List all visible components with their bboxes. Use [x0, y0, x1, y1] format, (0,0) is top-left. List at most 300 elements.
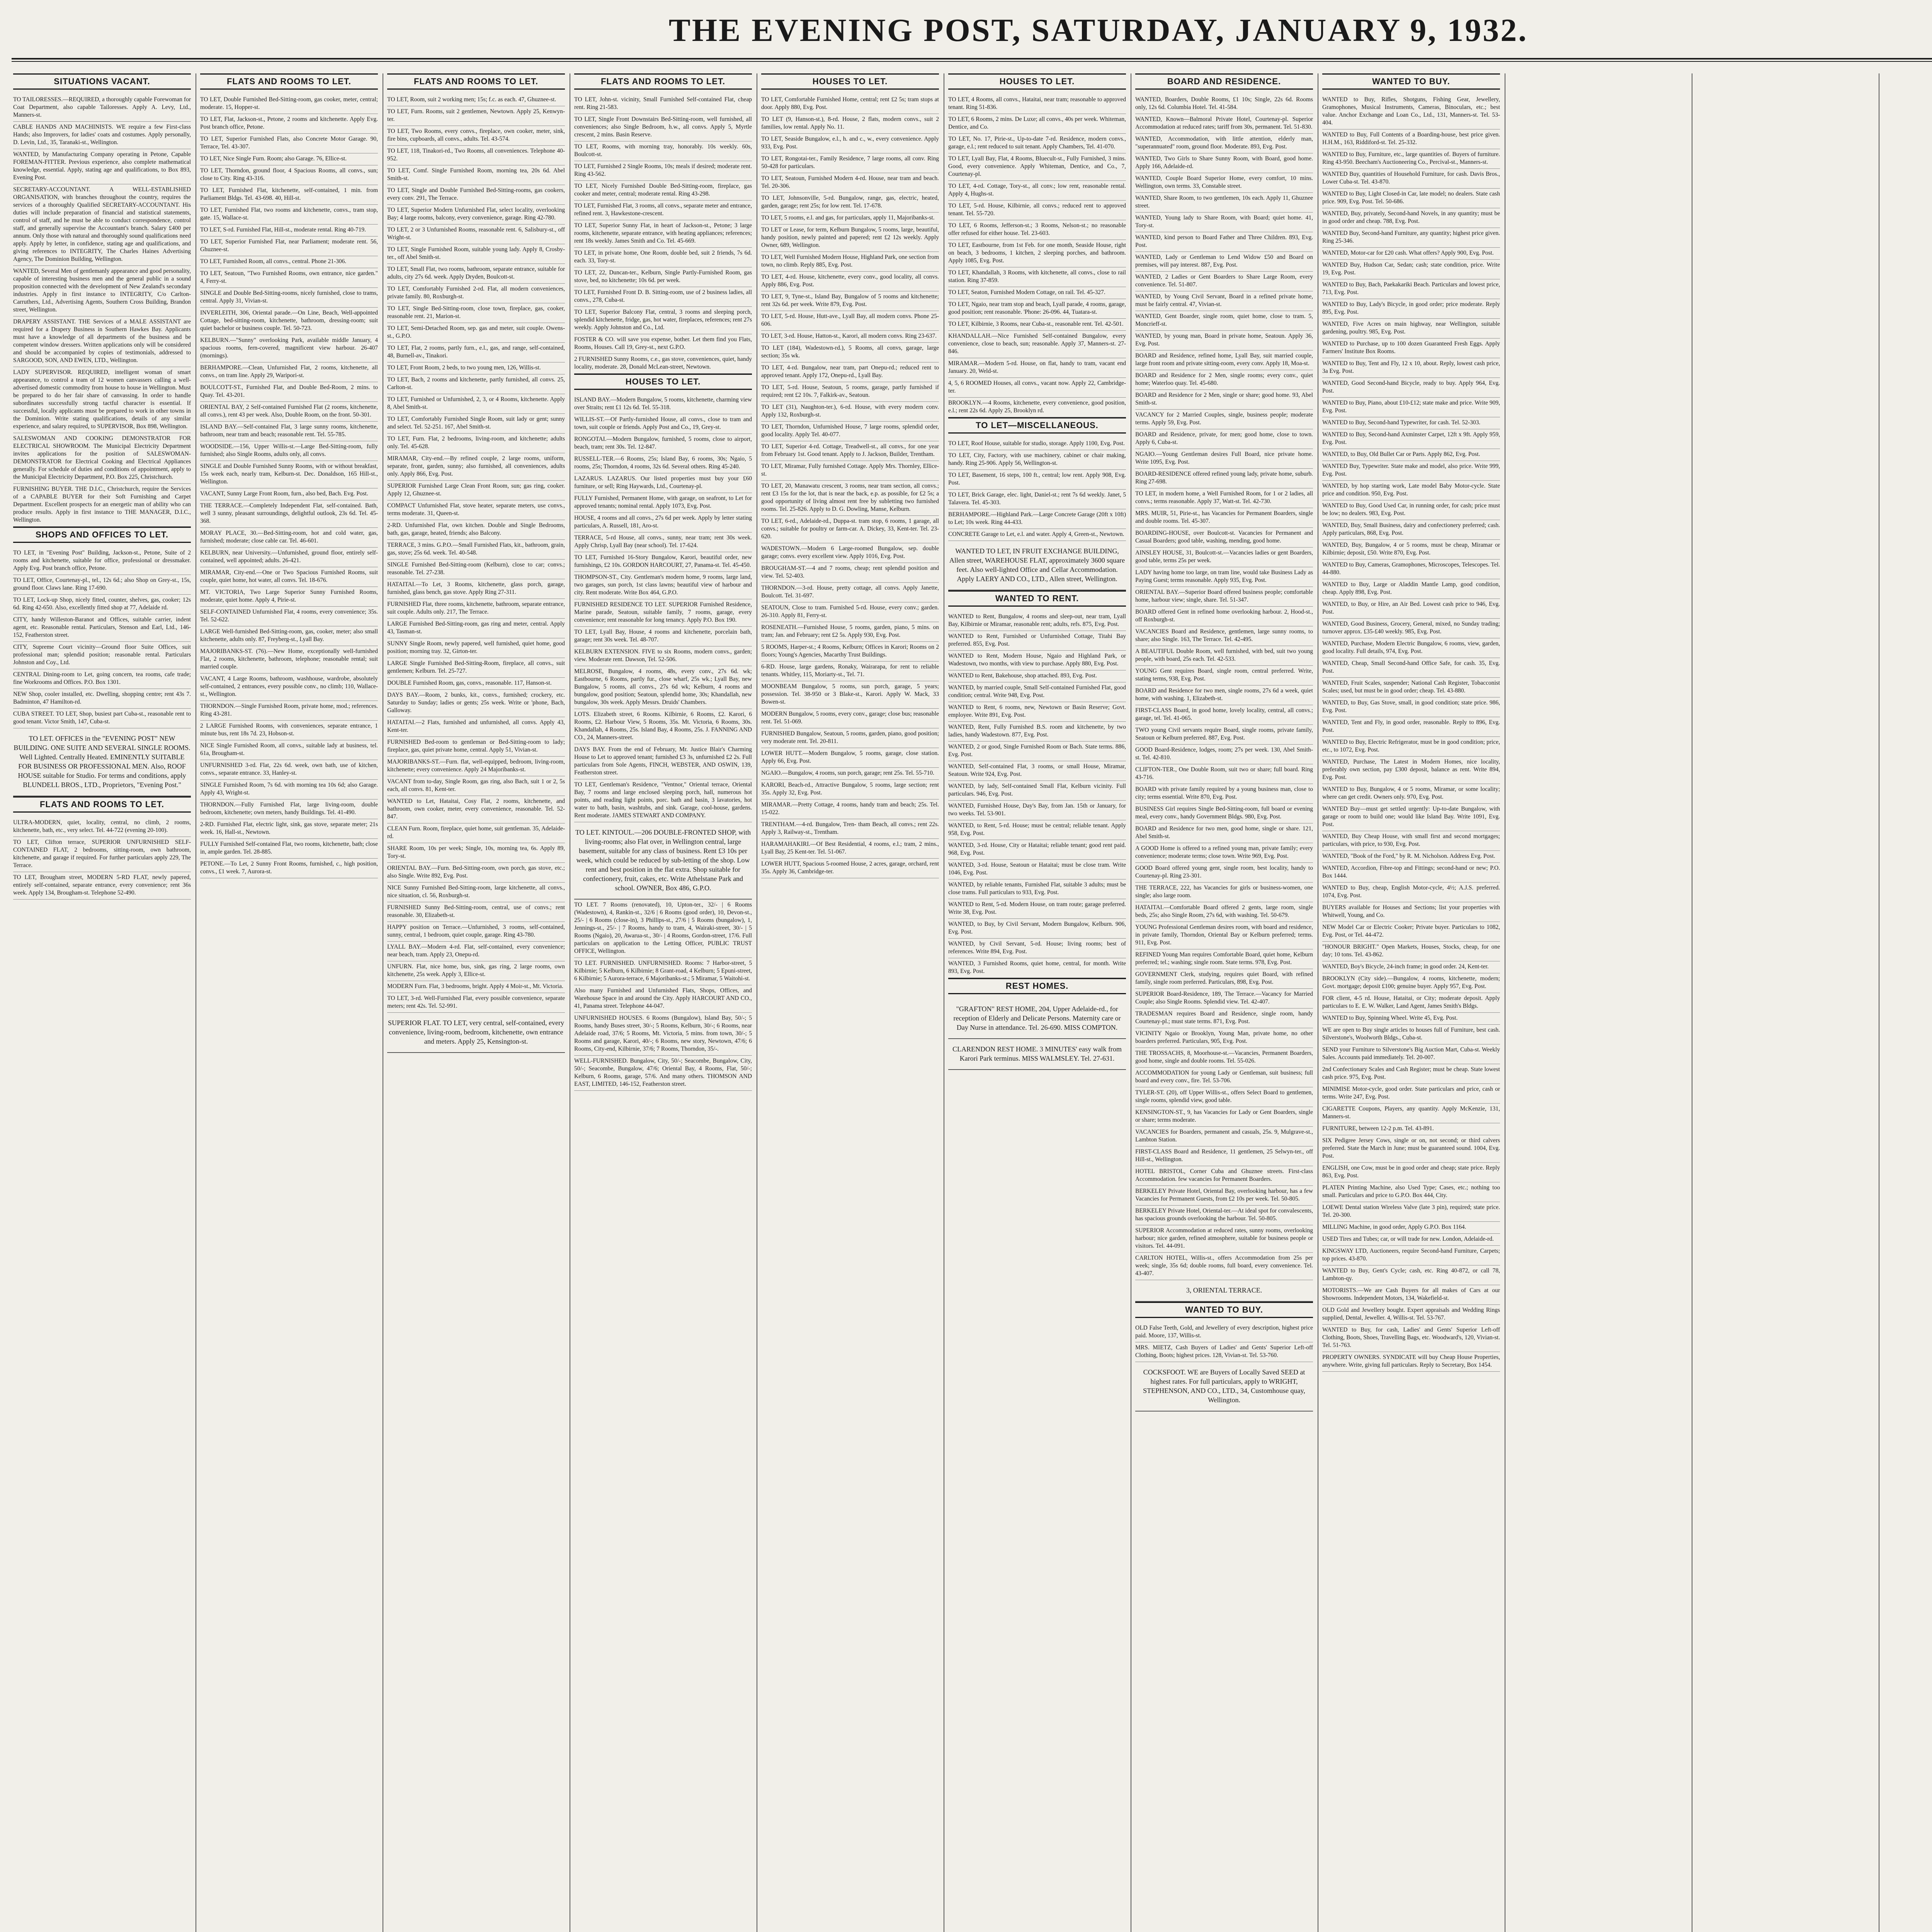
classified-ad: 2nd Confectionary Scales and Cash Register; must be cheap. State lowest cash price. 975, Evg. Post. [1322, 1064, 1500, 1084]
classified-ad: TO LET, 4-rd. Cottage, Tory-st., all conv.; low rent, reasonable rental. Apply 4, Hughs-st. [948, 181, 1126, 201]
classified-ad: DRAPERY ASSISTANT. THE Services of a MALE ASSISTANT are required for a Drapery Business in Southern Hawkes Bay. Applicants must have a knowledge of all departments of the business and be competent window dressers. Written applications only will be considered and should be accompanied by copies of testimonials, addressed to SARGOOD, SON, AND EWEN, LTD., Wellington. [13, 316, 191, 367]
section-heading: FLATS AND ROOMS TO LET. [13, 796, 191, 813]
classified-ad: WILLIS-ST.—Of Partly-furnished House, all convs., close to tram and town, suit couple or friends. Apply Post and Co., 19, Grey-st. [574, 414, 752, 434]
classified-ad: TO LET, Furnished Flat, kitchenette, self-contained, 1 min. from Parliament Bldgs. Tel. 43-698. 40, Hill-st. [200, 185, 378, 205]
classified-ad: FULLY Furnished Self-contained Flat, two rooms, kitchenette, bath; close in, ample garden. Tel. 28-885. [200, 839, 378, 859]
classified-ad: BOARD and Residence for two men, good home, single or share. 121, Abel Smith-st. [1135, 823, 1313, 843]
classified-ad: TO LET, Seaton, Furnished Modern Cottage, on rail. Tel. 45-327. [948, 287, 1126, 299]
classified-ad: TO LET, 3-rd. House, Hatton-st., Karori, all modern convs. Ring 23-637. [761, 331, 939, 343]
classified-ad: TO LET, John-st. vicinity, Small Furnished Self-contained Flat, cheap rent. Ring 21-583. [574, 94, 752, 114]
classified-ad: MODERN Furn. Flat, 3 bedrooms, bright. Apply 4 Moir-st., Mt. Victoria. [387, 981, 565, 993]
classified-ad: HARAMAHAKIRI.—Of Best Residential, 4 rooms, e.l.; tram, 2 mins., Lyall Bay, 25 Kent-ter. Tel. 51-067. [761, 839, 939, 859]
classified-ad: TO LET, Bach, 2 rooms and kitchenette, partly furnished, all convs. 25, Carlton-st. [387, 374, 565, 394]
classified-ad: WANTED, Furnished House, Day's Bay, from Jan. 15th or January, for two weeks. Tel. 53-901. [948, 801, 1126, 820]
classified-ad: TO LET, Miramar, Fully furnished Cottage. Apply Mrs. Thornley, Ellice-st. [761, 461, 939, 481]
classified-ad: TO LET, Lock-up Shop, nicely fitted, counter, shelves, gas, cooker; 12s 6d. Ring 42-650. Also, excellently fitted shop at 77, Adelaide rd. [13, 595, 191, 614]
classified-ad: WANTED, Tent and Fly, in good order, reasonable. Reply to 896, Evg. Post. [1322, 717, 1500, 737]
classified-ad: TO LET, Nicely Furnished Double Bed-Sitting-room, fireplace, gas cooker and meter, central; moderate rental. Ring 43-298. [574, 181, 752, 201]
classified-ad: TO LET, 4-rd. Bungalow, near tram, part Onepu-rd.; reduced rent to approved tenant. Apply 172, Onepu-rd., Lyall Bay. [761, 362, 939, 382]
classified-ad: CITY, handy Willeston-Baranot and Offices, suitable carrier, indent agent, etc. Reasonable rental. Particulars, Stenson and Earl, Ltd., 146-152, Featherston street. [13, 614, 191, 642]
classified-ad: AINSLEY HOUSE, 31, Boulcott-st.—Vacancies ladies or gent Boarders, good table, terms 25s per week. [1135, 548, 1313, 567]
classified-ad: TERRACE, 5-rd House, all convs., sunny, near tram; rent 30s week. Apply Chrisp, Lyall Bay (near school). Tel. 17-624. [574, 532, 752, 552]
classified-ad: MINIMISE Motor-cycle, good order. State particulars and price, cash or terms. Write 247, Evg. Post. [1322, 1084, 1500, 1104]
classified-ad: TO LET, 3-rd. Well-Furnished Flat, every possible convenience, separate meters; rent 42s. Tel. 52-991. [387, 993, 565, 1013]
classified-ad: TO LET, in "Evening Post" Building, Jackson-st., Petone, Suite of 2 rooms and kitchenette, suitable for office, professional or dressmaker. Apply Evg. Post branch office, Petone. [13, 548, 191, 575]
classified-ad: WANTED, Buy, Bungalow, 4 or 5 rooms, must be cheap, Miramar or Kilbirnie; deposit, £50. Write 870, Evg. Post. [1322, 540, 1500, 560]
classified-ad: WANTED, 3 Furnished Rooms, quiet home, central, for month. Write 893, Evg. Post. [948, 958, 1126, 978]
display-advertisement: TO LET. KINTOUL.—206 DOUBLE-FRONTED SHOP, with living-rooms; also Flat over, in Wellington central, large basement, suitable for any class of business. Rent £3 10s per week, which could be reduced by sub-letting of the shop. Low rent and best position in the flat extra. Shop suitable for confectionery, fruit, cakes, etc. Write Athelstane Park and school. OWNER, Box 486, G.P.O. [574, 822, 752, 900]
classified-ad: YOUNG Professional Gentleman desires room, with board and residence, in private family, Thorndon, Oriental Bay or Kelburn preferred; terms. 911, Evg. Post. [1135, 922, 1313, 949]
classified-ad: WANTED, Five Acres on main highway, near Wellington, suitable gardening, poultry. 985, Evg. Post. [1322, 319, 1500, 338]
classified-ad: MOONBEAM Bungalow, 5 rooms, sun porch, garage, 5 years; possession. Tel. 38-950 or 3 Blake-st., Karori. Apply W. Mack, 33 Bowen-st. [761, 681, 939, 709]
classified-ad: TO LET, Comfortably Furnished 2-rd. Flat, all modern conveniences, private family. 80, Roxburgh-st. [387, 284, 565, 303]
classified-ad: SINGLE and Double Furnished Sunny Rooms, with or without breakfast, 15s week each, nearly tram, Kelburn-st. Dec. Donaldson, 165 Hill-st., Wellington. [200, 461, 378, 488]
classified-ad: TO LET, Basement, 16 steps, 100 ft., central; low rent. Apply 908, Evg. Post. [948, 470, 1126, 490]
classified-ad: TO LET. FURNISHED. UNFURNISHED. Rooms: 7 Harbor-street, 5 Kilbirnie; 5 Kelburn, 6 Kilbirnie; 8 Grant-road, 4 Kelburn; 5 Epuni-street, 6 Kilbirnie; 5 Aurora-terrace, 6 Majoribanks-st.; 5 Miramar, 5 Waitohi-st. [574, 958, 752, 985]
classified-ad: VICINITY Ngaio or Brooklyn, Young Man, private home, no other boarders preferred. Particulars, 905, Evg. Post. [1135, 1028, 1313, 1048]
classified-ad: WANTED to Buy, Lady's Bicycle, in good order; price moderate. Reply 895, Evg. Post. [1322, 299, 1500, 319]
classified-ad: THORNDON.—3-rd. House, pretty cottage, all convs. Apply Janette, Boulcott. Tel. 31-697. [761, 583, 939, 602]
classified-ad: WANTED, by Manufacturing Company operating in Petone, Capable FOREMAN-FITTER. Previous experience, also complete mathematical knowledge, essential. Apply, stating age and qualifications, to Box 893, Evening Post. [13, 149, 191, 184]
classified-ad: WANTED to Buy, Good Used Car, in running order, for cash; price must be low; no dealers. 983, Evg. Post. [1322, 500, 1500, 520]
classified-ad: BOARD and Residence, private, for men; good home, close to town. Apply 6, Cuba-st. [1135, 429, 1313, 449]
classified-ad: WANTED, Fruit Scales, suspender; National Cash Register, Tobacconist Scales; used, but must be in good order; cheap. Tel. 43-880. [1322, 678, 1500, 697]
classified-ad: TO LET, Seatoun, "Two Furnished Rooms, own entrance, nice garden." 4, Ferry-st. [200, 268, 378, 288]
classified-ad: ORIENTAL BAY.—Superior Board offered business people; comfortable home, harbour view; single, share. Tel. 51-347. [1135, 587, 1313, 607]
classified-ad: WANTED, to Buy, by Civil Servant, Modern Bungalow, Kelburn. 906, Evg. Post. [948, 919, 1126, 939]
classified-ad: DAYS BAY.—Room, 2 bunks, kit., convs., furnished; crockery, etc. Saturday to Sunday; ladies or gents; 25s week. Write or 'phone, Bach, Galloway. [387, 690, 565, 717]
classified-ad: WANTED, to Buy, or Hire, an Air Bed. Lowest cash price to 946, Evg. Post. [1322, 599, 1500, 619]
classified-ad: PETONE.—To Let, 2 Sunny Front Rooms, furnished, c., high position, convs., £1 week. 7, Aurora-st. [200, 859, 378, 878]
classified-ad: SIX Pedigree Jersey Cows, single or on, not second; or third calvers preferred. State the March in June; must be guaranteed sound. 1004, Evg. Post. [1322, 1135, 1500, 1163]
classified-ad: TO LET, Gentleman's Residence, "Ventnor," Oriental terrace, Oriental Bay, 7 rooms and large enclosed sleeping porch, hall, numerous hot points, and reading light points, porc. bath and basin, 3 lavatories, hot water to bath, basin, washtubs, and sink. Garage, cool-house, gardens. Rent moderate. JAMES STEWART AND COMPANY. [574, 779, 752, 822]
section-heading: HOUSES TO LET. [948, 73, 1126, 90]
classified-ad: TO LET, Well Furnished Modern House, Highland Park, one section from town, no climb. Reply 885, Evg. Post. [761, 252, 939, 272]
classified-ad: WANTED, by reliable tenants, Furnished Flat, suitable 3 adults; must be close trams. Full particulars to 933, Evg. Post. [948, 879, 1126, 899]
classified-ad: WANTED, Share Room, to two gentlemen, 10s each. Apply 11, Ghuznee street. [1135, 193, 1313, 213]
classified-ad: WANTED to Buy, Tent and Fly, 12 x 10, about. Reply, lowest cash price, 3a Evg. Post. [1322, 358, 1500, 378]
classified-ad: NGAIO.—Young Gentleman desires Full Board, nice private home. Write 1095, Evg. Post. [1135, 449, 1313, 469]
classified-ad: MT. VICTORIA, Two Large Superior Sunny Furnished Rooms, moderate, quiet home. Apply 4, Pirie-st. [200, 587, 378, 607]
classified-ad: TO LET, Rooms, with morning tray, honorably. 10s weekly. 60s, Boulcott-st. [574, 141, 752, 161]
classified-ad: LOEWE Dental station Wireless Valve (late 3 pin), required; state price. Tel. 20-300. [1322, 1202, 1500, 1222]
classified-ad: TO LET, Seatoun, Furnished Modern 4-rd. House, near tram and beach. Tel. 20-306. [761, 173, 939, 193]
classified-ad: VACANT, Sunny Large Front Room, furn., also bed, Bach. Evg. Post. [200, 488, 378, 500]
classified-ad: TO LET, Furnished 16-Story Bungalow, Karori, beautiful order, new furnishings, £2 10s. GORDON HARCOURT, 27, Panama-st. Tel. 45-450. [574, 552, 752, 572]
classified-ad: WOODSIDE.—156, Upper Willis-st.—Large Bed-Sitting-room, fully furnished; also Single Rooms, adults only, all convs. [200, 441, 378, 461]
classified-ad: RONGOTAI.—Modern Bungalow, furnished, 5 rooms, close to airport, beach, tram; rent 30s. Tel. 12-847. [574, 434, 752, 454]
classified-ad: BERHAMPORE.—Clean, Unfurnished Flat, 2 rooms, kitchenette, all convs., on tram line. Apply 29, Waripori-st. [200, 362, 378, 382]
classified-ad: WANTED, to Rent, 5-rd. House; must be central; reliable tenant. Apply 958, Evg. Post. [948, 820, 1126, 840]
classified-ad: TO LET, No. 17, Pirie-st., Up-to-date 7-rd. Residence, modern convs., garage, e.l.; rent reduced to suit tenant. Apply Chambers, Tel. 41-070. [948, 134, 1126, 153]
classified-ad: WANTED to Buy, Piano, about £10-£12; state make and price. Write 909, Evg. Post. [1322, 398, 1500, 417]
classified-ad: OLD Gold and Jewellery bought. Expert appraisals and Wedding Rings supplied, Dental, Jeweller. 4, Willis-st. Tel. 53-767. [1322, 1305, 1500, 1325]
section-heading: HOUSES TO LET. [761, 73, 939, 90]
classified-ad: FURNISHING BUYER. THE D.I.C., Christchurch, require the Services of a CAPABLE BUYER for their Soft Furnishing and Carpet Department. Excellent prospects for an energetic man of ability who can produce results. Apply in first instance to THE MANAGER, D.I.C., Wellington. [13, 484, 191, 527]
classified-ad: MAJORIBANKS-ST.—Furn. flat, well-equipped, bedroom, living-room, kitchenette; every convenience. Apply 24 Majoribanks-st. [387, 757, 565, 776]
classified-ad: UNFURNISHED HOUSES. 6 Rooms (Bungalow), Island Bay, 50/-; 5 Rooms, handy Buses street, 30/-; 5 Rooms, Kelburn, 30/-; 6 Rooms, near Adelaide road, 37/6; 5 Rooms, Mt. Victoria, 5 mins. from town, 30/-; 5 Rooms and garage, Karori, 40/-; 6 Rooms, new story, Newtown, 47/6; 6 Rooms, City-end, Kilbirnie, 37/6; 7 Rooms, Thorndon, 35/-. [574, 1013, 752, 1056]
classified-ad: TO LET, Comf. Single Furnished Room, morning tea, 20s 6d. Abel Smith-st. [387, 165, 565, 185]
classified-ad: SUPERIOR Accommodation at reduced rates, sunny rooms, overlooking harbour; nice garden, refined atmosphere, suitable for business people or visitors. Tel. 44-091. [1135, 1225, 1313, 1253]
classified-ad: TO LET, Superior Furnished Flats, also Concrete Motor Garage. 90, Terrace, Tel. 43-307. [200, 134, 378, 153]
classified-ad: TRADESMAN requires Board and Residence, single room, handy Courtenay-pl.; must state terms. 871, Evg. Post. [1135, 1009, 1313, 1028]
classified-ad: PLATEN Printing Machine, also Used Type; Cases, etc.; nothing too small. Particulars and price to G.P.O. Box 444, City. [1322, 1182, 1500, 1202]
classified-ad: TO LET, 9, Tyne-st., Island Bay, Bungalow of 5 rooms and kitchenette; rent 32s 6d. per week. Write 879, Evg. Post. [761, 291, 939, 311]
classified-ad: WANTED, Known—Balmoral Private Hotel, Courtenay-pl. Superior Accommodation at reduced rates; tariff from 30s, permanent. Tel. 51-830. [1135, 114, 1313, 134]
classified-ad: TO LET, 22, Duncan-ter., Kelburn, Single Partly-Furnished Room, gas stove, bed, no kitchenette; 10s 6d. per week. [574, 267, 752, 287]
classified-ad: COMPACT Unfurnished Flat, stove heater, separate meters, use convs., terms moderate. 31, Queen-st. [387, 500, 565, 520]
classified-ad: WANTED to Buy, Bach, Paekakariki Beach. Particulars and lowest price, 713, Evg. Post. [1322, 279, 1500, 299]
classified-ad: CLIFTON-TER., One Double Room, suit two or share; full board. Ring 43-716. [1135, 764, 1313, 784]
column-4 [573, 73, 753, 1932]
classified-ad: NGAIO.—Bungalow, 4 rooms, sun porch, garage; rent 25s. Tel. 55-710. [761, 768, 939, 780]
classified-ad: TO LET, Nice Single Furn. Room; also Garage. 76, Ellice-st. [200, 153, 378, 165]
classified-ad: WANTED to Rent, 5-rd. Modern House, on tram route; garage preferred. Write 38, Evg. Post. [948, 899, 1126, 919]
display-advertisement: "GRAFTON" REST HOME, 204, Upper Adelaide-rd., for reception of Elderly and Delicate Persons. Maternity care or Day Nurse in attendance. Tel. 26-690. MISS COMPTON. [948, 999, 1126, 1039]
classified-ad: LOTS. Elizabeth street, 6 Rooms. Kilbirnie, 6 Rooms, £2. Karori, 6 Rooms, £2. Harbour View, 5 Rooms, 35s. Mt. Victoria, 6 Rooms, 30s. Khandallah, 4 Rooms, 25s. Island Bay, 4 Rooms, 25s. J. FANNING AND CO., 24, Manners-street. [574, 709, 752, 744]
classified-ad: TO LET, Room, suit 2 working men; 15s; f.c. as each. 47, Ghuznee-st. [387, 94, 565, 106]
classified-ad: TO LET, City, Factory, with use machinery, cabinet or chair making, handy. Ring 25-906. Apply 56, Wellington-st. [948, 450, 1126, 470]
classified-ad: WANTED, Cheap, Small Second-hand Office Safe, for cash. 35, Evg. Post. [1322, 658, 1500, 678]
classified-ad: WANTED, by lady, Self-contained Small Flat, Kelburn vicinity. Full particulars. 946, Evg. Post. [948, 781, 1126, 801]
column-9 [1508, 73, 1689, 1932]
classified-ad: VACANT, 4 Large Rooms, bathroom, washhouse, wardrobe, absolutely self-contained, 2 entrances, every possible conv., no climb; 110, Wallace-st., Wellington. [200, 673, 378, 701]
classified-ad: SUNNY Single Room, newly papered, well furnished, quiet home, good position; morning tray. 32, Girton-ter. [387, 638, 565, 658]
classified-ad: TO LET, Roof House, suitable for studio, storage. Apply 1100, Evg. Post. [948, 438, 1126, 450]
classified-ad: FURNISHED Bungalow, Seatoun, 5 rooms, garden, piano, good position; very moderate rent. Tel. 20-811. [761, 728, 939, 748]
classified-ad: WANTED to Buy, Large or Aladdin Mantle Lamp, good condition, cheap. Apply 898, Evg. Post. [1322, 579, 1500, 599]
classified-ad: WANTED, 2 or good, Single Furnished Room or Bach. State terms. 886, Evg. Post. [948, 742, 1126, 761]
classified-ad: TO LET, Ngaio, near tram stop and beach, Lyall parade, 4 rooms, garage, good position; rent reasonable. 'Phone: 26-096. 44, Tuatara-st. [948, 299, 1126, 319]
classified-ad: ULTRA-MODERN, quiet, locality, central, no climb, 2 rooms, kitchenette, bath, etc., very select. Tel. 44-722 (evening 20-100). [13, 817, 191, 837]
classified-ad: WANTED, "Book of the Ford," by R. M. Nicholson. Address Evg. Post. [1322, 851, 1500, 863]
classified-ad: TO LET, S-rd. Furnished Flat, Hill-st., moderate rental. Ring 40-719. [200, 224, 378, 236]
classified-ad: OLD False Teeth, Gold, and Jewellery of every description, highest price paid. Moore, 137, Willis-st. [1135, 1323, 1313, 1342]
classified-ad: WANTED, to Buy, Old Bullet Car or Parts. Apply 862, Evg. Post. [1322, 449, 1500, 461]
classified-ad: WADESTOWN.—Modern 6 Large-roomed Bungalow, sep. double garage; convs. every excellent view. Apply 1016, Evg. Post. [761, 543, 939, 563]
classified-ad: TO LET, Rongotai-ter., Family Residence, 7 large rooms, all conv. Ring 50-428 for particulars. [761, 153, 939, 173]
display-advertisement: WANTED TO LET, IN FRUIT EXCHANGE BUILDING, Allen street, WAREHOUSE FLAT, approximately 3600 square feet. Also well-lighted Office and Cellar Accommodation. Apply LAERY AND CO., LTD., Allen street, Wellington. [948, 541, 1126, 590]
classified-ad: YOUNG Gent requires Board, single room, central preferred. Write, stating terms, 938, Evg. Post. [1135, 666, 1313, 685]
classified-ad: SINGLE Furnished Room, 7s 6d. with morning tea 10s 6d; also Garage. Apply 43, Wright-st. [200, 780, 378, 799]
classified-ad: WANTED, Gent Boarder, single room, quiet home, close to tram. 5, Moncrieff-st. [1135, 311, 1313, 331]
classified-ad: 2-RD. Unfurnished Flat, own kitchen. Double and Single Bedrooms, bath, gas, garage, heated, friends; also Balcony. [387, 520, 565, 540]
classified-ad: TO LET, Johnsonville, 5-rd. Bungalow, range, gas, electric, heated, garden, garage; rent 25s; for low rent. Tel. 17-678. [761, 193, 939, 213]
classified-ad: WANTED to Let, Hataitai, Cosy Flat, 2 rooms, kitchenette, and bathroom, own cooker, meter, every convenience, reasonable. Tel. 52-847. [387, 796, 565, 823]
classified-ad: TO LET, Lyall Bay, House, 4 rooms and kitchenette, porcelain bath, garage; rent 30s week. Tel. 48-707. [574, 627, 752, 646]
classified-ad: TO LET, 6 Rooms, 2 mins. De Luxe; all convs., 40s per week. Whiteman, Dentice, and Co. [948, 114, 1126, 134]
classified-ad: UNFURNISHED 3-rd. Flat, 22s 6d. week, own bath, use of kitchen, convs., separate entrance. 33, Hanley-st. [200, 760, 378, 780]
page-title: THE EVENING POST, SATURDAY, JANUARY 9, 1932. [668, 12, 1528, 48]
classified-ad: TO LET, Superior 4-rd. Cottage, Treadwell-st., all convs., for one year from February 1st. Good tenant. Apply to J. Jackson, Builder, Trentham. [761, 441, 939, 461]
classified-ad: THOMPSON-ST., City. Gentleman's modern home, 9 rooms, large land, two garages, sun porch, 1st class lawns; beautiful view of harbour and city. Rent moderate. Write Box 464, G.P.O. [574, 572, 752, 599]
classified-ad: TO LET, Furnished or Unfurnished, 2, 3, or 4 Rooms, kitchenette. Apply 8, Abel Smith-st. [387, 394, 565, 414]
classified-ad: THE TROSSACHS, 8, Moorhouse-st.—Vacancies, Permanent Boarders, good home, single and double rooms. Tel. 55-026. [1135, 1048, 1313, 1068]
classified-ad: BOULCOTT-ST., Furnished Flat, and Double Bed-Room, 2 mins. to Quay. Tel. 43-201. [200, 382, 378, 402]
classified-ad: SALESWOMAN AND COOKING DEMONSTRATOR FOR ELECTRICAL SHOWROOM. The Municipal Electricity Department invites applications for the position of SALESWOMAN-DEMONSTRATOR for Electrical Cooking and Electrical Appliances generally. For schedule of duties and conditions of appointment, apply to the Municipal Electricity Department, P.O. Box 225, Christchurch. [13, 433, 191, 484]
classified-ad: TO LET, Seaside Bungalow, e.l., h. and c., w., every convenience. Apply 933, Evg. Post. [761, 134, 939, 153]
classified-ad: LADY SUPERVISOR. REQUIRED, intelligent woman of smart appearance, to control a team of 12 women canvassers calling a well-advertised domestic commodity from house to house in Wellington. Must be prepared to do her fair share of canvassing. In order to handle subordinates successfully strong tactful character is essential. If successful, locally applicants must be prepared to work in other towns in the Dominion. Write stating qualifications, details of any similar experience, and salary required, to SUPERVISOR, Box 898, Wellington. [13, 367, 191, 433]
classified-ad: LAZARUS. LAZARUS. Our listed properties must buy your £60 furniture, or sell; Ring Haywards, Ltd., Courtenay-pl. [574, 473, 752, 493]
classified-ad: WANTED, by Young Civil Servant, Board in a refined private home, must be fairly central. 47, Vivian-st. [1135, 291, 1313, 311]
classified-ad: LOWER HUTT, Spacious 5-roomed House, 2 acres, garage, orchard, rent 35s. Apply 36, Cambridge-ter. [761, 859, 939, 878]
classified-ad: TO LET. 7 Rooms (renovated), 10, Upton-ter., 32/- | 6 Rooms (Wadestown), 4, Rankin-st., 32/6 | 6 Rooms (good order), 10, Devon-st., 25/- | 6 Rooms (close-in), 3 Phillips-st., 27/6 | 5 Rooms (bungalow), 1, Jennings-st., 25/- | 7 Rooms, handy to tram, 4, Wairaki-street, 30/- | 5 Rooms (Ngaio), 20, Awarua-st., 30/- | 4 Rooms, Gordon-street, 17/6. Full particulars on application to the Letting Officer, PUBLIC TRUST OFFICE, Wellington. [574, 900, 752, 958]
classified-ad: TO LET or Lease, for term, Kelburn Bungalow, 5 rooms, large, beautiful, handy position, newly painted and papered; rent £2 12s weekly. Apply Owner, 689, Wellington. [761, 224, 939, 252]
classified-ad: FIRST-CLASS Board and Residence, 11 gentlemen, 25 Selwyn-ter., off Hill-st., Wellington. [1135, 1146, 1313, 1166]
classified-ad: SINGLE and Double Bed-Sitting-rooms, nicely furnished, close to trams, central. Apply 31, Vivian-st. [200, 288, 378, 308]
classified-ad: WANTED, Young lady to Share Room, with Board; quiet home. 41, Tory-st. [1135, 213, 1313, 232]
classified-ad: BOARD offered Gent in refined home overlooking harbour. 2, Hood-st., off Roxburgh-st. [1135, 607, 1313, 626]
classified-ad: TO LET, 2 or 3 Unfurnished Rooms, reasonable rent. 6, Salisbury-st., off Wright-st. [387, 224, 565, 244]
classified-ad: CUBA STREET. TO LET, Shop, busiest part Cuba-st., reasonable rent to good tenant. Victor Smith, 147, Cuba-st. [13, 709, 191, 728]
classified-ad: WANTED, Accommodation, with little attention, elderly man, "superannuated" room, ground floor. Moderate. 893, Evg. Post. [1135, 134, 1313, 153]
classified-ad: BUSINESS Girl requires Single Bed-Sitting-room, full board or evening meal, every conv., handy Government Bldgs. 980, Evg. Post. [1135, 804, 1313, 823]
classified-ad: WANTED Buy, Hudson Car, Sedan; cash; state condition, price. Write 19, Evg. Post. [1322, 260, 1500, 279]
classified-ad: A GOOD Home is offered to a refined young man, private family; every convenience; moderate terms; close town. Write 969, Evg. Post. [1135, 843, 1313, 863]
classified-ad: WANTED to Buy, Bungalow, 4 or 5 rooms, Miramar, or some locality; where can get credit. Owners only. 970, Evg. Post. [1322, 784, 1500, 804]
classified-ad: WANTED, Good Second-hand Bicycle, ready to buy. Apply 964, Evg. Post. [1322, 378, 1500, 398]
classified-ad: WANTED, 3-rd. House, Seatoun or Hataitai; must be close tram. Write 1046, Evg. Post. [948, 860, 1126, 879]
classified-ad: BOARD and Residence, refined home, Lyall Bay, suit married couple, large front room and private sitting-room, every conv. Apply 18, Moa-st. [1135, 350, 1313, 370]
classified-ad: FOR client, 4-5 rd. House, Hataitai, or City; moderate deposit. Apply particulars to E. E. W. Walker, Land Agent, James Smith's Bldgs. [1322, 993, 1500, 1013]
classified-ad: LARGE Well-furnished Bed-Sitting-room, gas, cooker, meter; also small kitchenette, adults only. 87, Freyberg-st., Lyall Bay. [200, 626, 378, 646]
classified-ad: HATAITAI.—Comfortable Board offered 2 gents, large room, single beds, 25s; also Single Room, 27s 6d, with washing. Tel. 50-679. [1135, 902, 1313, 922]
classified-ad: TO LET, Furn. Flat, 2 bedrooms, living-room, and kitchenette; adults only. Tel. 45-628. [387, 434, 565, 453]
classified-ad: TO LET, 4 Rooms, all convs., Hataitai, near tram; reasonable to approved tenant. Ring 51-836. [948, 94, 1126, 114]
classified-ad: TO TAILORESSES.—REQUIRED, a thoroughly capable Forewoman for Coat Department, also capable Tailoresses. Apply A. Levy, Ltd., Manners-st. [13, 94, 191, 122]
section-heading: BOARD AND RESIDENCE. [1135, 73, 1313, 90]
classified-ad: GOOD Board-Residence, lodges, room; 27s per week. 130, Abel Smith-st. Tel. 42-810. [1135, 745, 1313, 764]
classified-ad: ISLAND BAY.—Self-contained Flat, 3 large sunny rooms, kitchenette, bathroom, near tram and beach; reasonable rent. Tel. 55-785. [200, 422, 378, 441]
classified-ad: Also many Furnished and Unfurnished Flats, Shops, Offices, and Warehouse Space in and around the City. Apply HARCOURT AND CO., 41, Panama street. Telephone 44-047. [574, 985, 752, 1013]
classified-ad: KARORI, Beach-rd., Attractive Bungalow, 5 rooms, large section; rent 35s. Apply 32, Evg. Post. [761, 780, 939, 799]
classified-ad: WANTED to Rent, 6 rooms, new, Newtown or Basin Reserve; Govt. employee. Write 891, Evg. Post. [948, 702, 1126, 722]
classified-ad: WANTED, 2 Ladies or Gent Boarders to Share Large Room, every convenience. Tel. 51-807. [1135, 272, 1313, 291]
classified-ad: CENTRAL Dining-room to Let, going concern, tea rooms, cafe trade; fine Workrooms and Offices. P.O. Box 1301. [13, 669, 191, 689]
classified-ad: TO LET, Superior Modern Unfurnished Flat, select locality, overlooking Bay; 4 large rooms, balcony, every convenience, garage. Ring 42-780. [387, 205, 565, 224]
classified-ad: TO LET, 5 rooms, e.l. and gas, for particulars, apply 11, Majoribanks-st. [761, 213, 939, 224]
classified-ad: CONCRETE Garage to Let, e.l. and water. Apply 4, Green-st., Newtown. [948, 529, 1126, 541]
classified-ad: FURNISHED Bed-room to gentleman or Bed-Sitting-room to lady; fireplace, gas, quiet private home, central. Apply 51, Vivian-st. [387, 737, 565, 757]
classified-ad: VACANCIES Board and Residence, gentlemen, large sunny rooms, to share; also Single. 163, The Terrace. Tel. 42-495. [1135, 626, 1313, 646]
classified-ad: WANTED to Buy, Light Closed-in Car, late model; no dealers. State cash price. 909, Evg. Post. Tel. 50-686. [1322, 189, 1500, 208]
classified-ad: HATAITAI.—To Let, 3 Rooms, kitchenette, glass porch, garage, furnished, glass bench, gas stove. Apply Ring 27-311. [387, 579, 565, 599]
classified-ad: MORAY PLACE, 30.—Bed-Sitting-room, hot and cold water, gas, furnished; moderate; close cable car. Tel. 46-601. [200, 528, 378, 548]
classified-ad: WANTED to Rent, Bakehouse, shop attached. 893, Evg. Post. [948, 670, 1126, 682]
classified-ad: TO LET, 5-rd. House, Hutt-ave., Lyall Bay, all modern convs. Phone 25-606. [761, 311, 939, 331]
classified-ad: UNFURN. Flat, nice home, bus, sink, gas ring, 2 large rooms, own kitchenette, 25s week. Apply 3, Ellice-st. [387, 961, 565, 981]
classified-ad: WANTED, Good Business, Grocery, General, mixed, no Sunday trading; turnover approx. £35-£40 weekly. 985, Evg. Post. [1322, 619, 1500, 638]
classified-ad: WANTED, 3-rd. House, City or Hataitai; reliable tenant; good rent paid. 968, Evg. Post. [948, 840, 1126, 860]
classified-ad: WANTED, by hop starting work, Late model Baby Motor-cycle. State price and condition. 950, Evg. Post. [1322, 481, 1500, 500]
classified-ad: FOSTER & CO. will save you expense, bother. Let them find you Flats, Rooms, Houses. Call 19, Grey-st., next G.P.O. [574, 334, 752, 354]
classified-ad: WANTED to Buy, Furniture, etc., large quantities of. Buyers of furniture. Ring 43-950. Beecham's Auctioneering Co., Percival-st., Manners-st. [1322, 149, 1500, 169]
classified-ad: THE TERRACE.—Completely Independent Flat, self-contained. Bath, well 3 sunny, pleasant surroundings, delightful outlook, 23s 6d. Tel. 45-368. [200, 500, 378, 528]
classified-ad: MRS. MUIR, 51, Pirie-st., has Vacancies for Permanent Boarders, single and double rooms. Tel. 45-307. [1135, 508, 1313, 528]
classified-ad: TO LET, Superior Sunny Flat, in heart of Jackson-st., Petone; 3 large rooms, kitchenette, separate entrance, with heating appliances; references; rent 18s weekly. James Smith and Co. Tel. 45-669. [574, 220, 752, 248]
classified-ad: TO LET, 20, Manawatu crescent, 3 rooms, near tram section, all convs.; rent £3 15s for the lot, that is near the back, e.p. as possible, for £2 5s; a good opportunity of living almost rent free by subletting two furnished rooms. Tel. 25-826. Apply to D. G. Dowling, Manse, Kelburn. [761, 481, 939, 516]
classified-ad: TO LET, Eastbourne, from 1st Feb. for one month, Seaside House, right on beach, 3 bedrooms, 1 kitchen, 2 sleeping porches, and bathroom. Apply 1085, Evg. Post. [948, 240, 1126, 267]
classified-ad: WANTED, Rent, Fully Furnished B.S. room and kitchenette, by two ladies, handy Wadestown. 877, Evg. Post. [948, 722, 1126, 742]
classified-ad: LARGE Single Furnished Bed-Sitting-Room, fireplace, all convs., suit gentlemen; Kelburn. Tel. 25-727. [387, 658, 565, 678]
classified-ad: CIGARETTE Coupons, Players, any quantity. Apply McKenzie, 131, Manners-st. [1322, 1104, 1500, 1123]
classified-ad: BOARD and Residence for 2 Men, single rooms; every conv., quiet home; Waterloo quay. Tel. 45-680. [1135, 370, 1313, 390]
classified-ad: WELL-FURNISHED. Bungalow, City, 50/-; Seacombe, Bungalow, City, 50/-; Seacombe, Bungalow, 47/6; Oriental Bay, 4 Rooms, Flat, 50/-; Kelburn, 6 Rooms, garage, 57/6. And many others. THOMSON AND EAST, LIMITED, 146-152, Featherston street. [574, 1056, 752, 1091]
classified-ad: ISLAND BAY.—Modern Bungalow, 5 rooms, kitchenette, charming view over Straits; rent £1 12s 6d. Tel. 55-318. [574, 395, 752, 414]
classified-ad: BUYERS available for Houses and Sections; list your properties with Whitwell, Young, and Co. [1322, 902, 1500, 922]
classified-ad: TYLER-ST. (20), off Upper Willis-st., offers Select Board to gentlemen, single rooms, splendid view, good table. [1135, 1087, 1313, 1107]
classified-ad: CARLTON HOTEL, Willis-st., offers Accommodation from 25s per week; single, 35s 6d; double rooms, full board, every convenience. Tel. 43-407. [1135, 1253, 1313, 1280]
classified-ad: KHANDALLAH.—Nice Furnished Self-contained Bungalow, every convenience, close to beach, sun; reasonable. Apply 37, Manners-st. 27-846. [948, 331, 1126, 358]
classified-ad: MIRAMAR.—Modern 5-rd. House, on flat, handy to tram, vacant end January. 20, Weld-st. [948, 358, 1126, 378]
classified-ad: WANTED, Buy, Small Business, dairy and confectionery preferred; cash. Apply particulars, 868, Evg. Post. [1322, 520, 1500, 540]
classified-ad: TO LET, 4-rd. House, kitchenette, every conv., good locality, all convs. Apply 886, Evg. Post. [761, 272, 939, 291]
display-advertisement: CLARENDON REST HOME. 3 MINUTES' easy walk from Karori Park terminus. MISS WALMSLEY. Tel. 27-631. [948, 1039, 1126, 1070]
classified-ad: HOTEL BRISTOL, Corner Cuba and Ghuznee streets. First-class Accommodation. few vacancies for Permanent Boarders. [1135, 1166, 1313, 1186]
classified-ad: TO LET, Comfortable Furnished Home, central; rent £2 5s; tram stops at door. Apply 880, Evg. Post. [761, 94, 939, 114]
classified-ad: ENGLISH, one Cow, must be in good order and cheap; state price. Reply 863, Evg. Post. [1322, 1163, 1500, 1182]
masthead [0, 12, 1932, 54]
classified-ad: CITY, Supreme Court vicinity—Ground floor Suite Offices, suit professional man; splendid position; reasonable rental. Particulars Johnston and Coy., Ltd. [13, 642, 191, 669]
classified-ad: ACCOMMODATION for young Lady or Gentleman, suit business; full board and every conv., fire. Tel. 53-706. [1135, 1068, 1313, 1087]
classified-ad: SELF-CONTAINED Unfurnished Flat, 4 rooms, every convenience; 35s. Tel. 52-622. [200, 607, 378, 626]
classified-ad: KELBURN EXTENSION. FIVE to six Rooms, modern convs., garden; view. Moderate rent. Dawson, Tel. 52-506. [574, 646, 752, 666]
section-heading: SHOPS AND OFFICES TO LET. [13, 527, 191, 543]
classified-ad: WANTED, Several Men of gentlemanly appearance and good personality, capable of interesting business men and the general public in a sound proposition connected with the development of New Zealand's secondary industries. Apply in first instance to INTEGRITY, C/o Carlton-Carruthers, Ltd., Advertising Agents, Southern Cross Building, Brandon street, Wellington. [13, 266, 191, 316]
classified-ad: WANTED Buy, Typewriter. State make and model, also price. Write 999, Evg. Post. [1322, 461, 1500, 481]
display-advertisement: 3, ORIENTAL TERRACE. [1135, 1280, 1313, 1302]
classified-ad: KELBURN.—"Sunny" overlooking Park, available middle January, 4 spacious rooms, fern-covered, magnificent view harbour. 26-407 (mornings). [200, 335, 378, 362]
classified-ad: BOARD and Residence for 2 Men, single or share; good home. 93, Abel Smith-st. [1135, 390, 1313, 410]
classified-ad: SUPERIOR Board-Residence, 189, The Terrace.—Vacancy for Married Couple; also Single Rooms. Splendid view. Tel. 42-407. [1135, 989, 1313, 1009]
classified-ad: WANTED, by young man, Board in private home, Seatoun. Apply 36, Evg. Post. [1135, 331, 1313, 350]
classified-ad: BOARD with private family required by a young business man, close to city; terms essential. Write 870, Evg. Post. [1135, 784, 1313, 804]
classified-ad: WANTED, Boy's Bicycle, 24-inch frame; in good order. 24, Kent-ter. [1322, 961, 1500, 973]
classified-ad: FULLY Furnished, Permanent Home, with garage, on seafront, to Let for approved tenants; nominal rental. Apply 1073, Evg. Post. [574, 493, 752, 513]
masthead-rule [12, 58, 1932, 60]
classified-ad: MOTORISTS.—We are Cash Buyers for all makes of Cars at our Showrooms. Independent Motors, 134, Wakefield-st. [1322, 1285, 1500, 1305]
classified-ad: TO LET, in private home, One Room, double bed, suit 2 friends, 7s 6d. each. 33, Tory-st. [574, 248, 752, 267]
classified-ad: GOVERNMENT Clerk, studying, requires quiet Board, with refined family, single room preferred. Particulars, 898, Evg. Post. [1135, 969, 1313, 989]
column-6 [947, 73, 1128, 1932]
classified-ad: TO LET, in modern home, a Well Furnished Room, for 1 or 2 ladies, all convs.; terms reasonable. Apply 37, Watt-st. Tel. 42-730. [1135, 488, 1313, 508]
classified-ad: TO LET (31), Naughton-ter.), 6-rd. House, with every modern conv. Apply 132, Roxburgh-st. [761, 402, 939, 422]
classified-ad: HAPPY position on Terrace.—Unfurnished, 3 rooms, self-contained, sunny, central, 1 bedroom, quiet couple, garage. Ring 43-780. [387, 922, 565, 942]
classified-ad: WANTED to Rent, Modern House, Ngaio and Highland Park, or Wadestown, two months, with view to purchase. Apply 880, Evg. Post. [948, 651, 1126, 670]
display-advertisement: SUPERIOR FLAT. TO LET, very central, self-contained, every convenience, living-room, bedroom, kitchenette, own entrance and meters. Apply 25, Kensington-st. [387, 1013, 565, 1053]
classified-ad: THORNDON.—Single Furnished Room, private home, mod.; references. Ring 43-281. [200, 701, 378, 721]
classified-ad: MIRAMAR, City-end.—One or Two Spacious Furnished Rooms, suit couple, quiet home, hot water, all convs. Tel. 18-676. [200, 567, 378, 587]
classified-ad: FURNITURE, between 12-2 p.m. Tel. 43-891. [1322, 1123, 1500, 1135]
classified-ad: BROOKLYN (City side).—Bungalow, 4 rooms, kitchenette, modern; Govt. mortgage; deposit £100; genuine buyer. Apply 957, Evg. Post. [1322, 973, 1500, 993]
classified-ad: 2 FURNISHED Sunny Rooms, c.e., gas stove, conveniences, quiet, handy locality, moderate. 28, Donald McLean-street, Newtown. [574, 354, 752, 374]
classified-ad: WANTED, kind person to Board Father and Three Children. 893, Evg. Post. [1135, 232, 1313, 252]
classified-ad: WANTED to Buy, Second-hand Axminster Carpet, 12ft x 9ft. Apply 959, Evg. Post. [1322, 429, 1500, 449]
section-heading: FLATS AND ROOMS TO LET. [200, 73, 378, 90]
masthead-rule-thin [12, 61, 1932, 62]
classified-ad: TO LET, 6 Rooms, Jefferson-st.; 3 Rooms, Nelson-st.; no reasonable offer refused for either house. Tel. 23-603. [948, 220, 1126, 240]
classified-ad: "HONOUR BRIGHT." Open Markets, Houses, Stocks, cheap, for one day; 10 tons. Tel. 43-862. [1322, 942, 1500, 961]
classified-ad: WANTED to Buy, Electric Refrigerator, must be in good condition; price, etc., to 1072, Evg. Post. [1322, 737, 1500, 757]
classified-ad: HATAITAI.—2 Flats, furnished and unfurnished, all convs. Apply 43, Kent-ter. [387, 717, 565, 737]
section-heading: SITUATIONS VACANT. [13, 73, 191, 90]
classified-ad: BROOKLYN.—4 Rooms, kitchenette, every convenience, good position, e.l.; rent 22s 6d. Apply 25, Brooklyn rd. [948, 398, 1126, 417]
classified-ad: BERKELEY Private Hotel, Oriental Bay, overlooking harbour, has a few Vacancies for Permanent Guests, from £2 10s per week. Tel. 50-805. [1135, 1186, 1313, 1206]
classified-ad: KINGSWAY LTD, Auctioneers, require Second-hand Furniture, Carpets; top prices. 43-870. [1322, 1246, 1500, 1265]
classified-ad: WANTED, Two Girls to Share Sunny Room, with Board, good home. Apply 166, Adelaide-rd. [1135, 153, 1313, 173]
classified-ad: WANTED, Boarders, Double Rooms, £1 10s; Single, 22s 6d. Rooms only, 12s 6d. Columbia Hotel. Tel. 41-584. [1135, 94, 1313, 114]
section-heading: HOUSES TO LET. [574, 374, 752, 390]
classified-ad: TO LET, 6-rd., Adelaide-rd., Duppa-st. tram stop, 6 rooms, 1 garage, all convs.; suitable for poultry or farm-car. A. Dickey, 33, Kent-ter. Tel. 23-620. [761, 516, 939, 543]
classified-ad: LYALL BAY.—Modern 4-rd. Flat, self-contained, every convenience; near beach, tram. Apply 23, Onepu-rd. [387, 942, 565, 961]
classified-ad: WANTED to Rent, Furnished or Unfurnished Cottage, Titahi Bay preferred. 855, Evg. Post. [948, 631, 1126, 651]
classified-ad: CABLE HANDS AND MACHINISTS. WE require a few First-class Hands; also Improvers, for ladies' coats and costumes. Apply personally, D. Levin, Ltd., 35, Taranaki-st., Wellington. [13, 122, 191, 149]
classified-ad: WANTED to Buy, cheap, English Motor-cycle, 4½; A.J.S. preferred. 1074, Evg. Post. [1322, 883, 1500, 902]
classified-ad: MAJORIBANKS-ST. (76).—New Home, exceptionally well-furnished Flat, 2 rooms, kitchenette, bathroom, telephone; reasonable rental; suit married couple. [200, 646, 378, 673]
classified-ad: MRS. MIETZ, Cash Buyers of Ladies' and Gents' Superior Left-off Clothing, Boots; highest prices. 128, Vivian-st. Tel. 53-760. [1135, 1342, 1313, 1362]
classified-ad: TO LET, Small Flat, two rooms, bathroom, separate entrance, suitable for adults, city 27s 6d. week. Apply Dryden, Boulcott-st. [387, 264, 565, 284]
classified-ad: TO LET, 5-rd. House, Seatoun, 5 rooms, garage, partly furnished if required; rent £2 10s. 7, Falkirk-av., Seatoun. [761, 382, 939, 402]
classified-ad: MODERN Bungalow, 5 rooms, every conv., garage; close bus; reasonable rent. Tel. 51-069. [761, 709, 939, 728]
section-heading: WANTED TO RENT. [948, 590, 1126, 607]
classified-ad: 4, 5, 6 ROOMED Houses, all convs., vacant now. Apply 22, Cambridge-ter. [948, 378, 1126, 398]
classified-ad: KELBURN, near University.—Unfurnished, ground floor, entirely self-contained, well appointed; adults. 26-421. [200, 548, 378, 567]
column-8 [1321, 73, 1502, 1932]
classified-ad: BOARDING-HOUSE, over Boulcott-st. Vacancies for Permanent and Casual Boarders; good table, washing, mending, good home. [1135, 528, 1313, 548]
classified-ad: TO LET, Flat, 2 rooms, partly furn., e.l., gas, and range, self-contained, 48, Burnell-av., Tinakori. [387, 343, 565, 362]
classified-ad: VACANCIES for Boarders, permanent and casuals, 25s. 9, Mulgrave-st., Lambton Station. [1135, 1127, 1313, 1146]
classified-ad: WANTED to Buy, Rifles, Shotguns, Fishing Gear, Jewellery, Gramophones, Musical Instruments, Cameras, Binoculars, etc.; best value. Anchor Exchange and Loan Co., Ltd., 131, Manners-st. Tel. 53-404. [1322, 94, 1500, 129]
classified-ad: TO LET, Double Furnished Bed-Sitting-room, gas cooker, meter, central; moderate. 15, Hopper-st. [200, 94, 378, 114]
classified-ad: NICE Sunny Furnished Bed-Sitting-room, large kitchenette, all convs., nice situation, cl. 56, Roxburgh-st. [387, 883, 565, 902]
section-heading: TO LET—MISCELLANEOUS. [948, 417, 1126, 434]
classified-ad: TO LET, Semi-Detached Room, sep. gas and meter, suit couple. Owens-st., G.P.O. [387, 323, 565, 343]
classified-ad: BROUGHAM-ST.—4 and 7 rooms, cheap; rent splendid position and view. Tel. 52-403. [761, 563, 939, 583]
classified-ad: WANTED to Rent, Bungalow, 4 rooms and sleep-out, near tram, Lyall Bay, Kilbirnie or Miramar, reasonable rent; adults, refs. 875, Evg. Post. [948, 611, 1126, 631]
classified-ad: WANTED, Couple Board Superior Home, every comfort, 10 mins. Wellington, own terms. 33, Constable street. [1135, 173, 1313, 193]
classified-ad: FURNISHED Sunny Bed-Sitting-room, central, use of convs.; rent reasonable. 30, Elizabeth-st. [387, 902, 565, 922]
classified-ad: NICE Single Furnished Room, all convs., suitable lady at business, tel. 61a, Brougham-st. [200, 740, 378, 760]
classified-ad: TRENTHAM.—4-rd. Bungalow, Tren- tham Beach, all convs.; rent 22s. Apply 3, Railway-st., Trentham. [761, 819, 939, 839]
classified-ad: WANTED Buy—must get settled urgently: Up-to-date Bungalow, with garage or room to build one; would like Island Bay. Write 1091, Evg. Post. [1322, 804, 1500, 831]
classified-ad: TO LET, Furnished 2 Single Rooms, 10s; meals if desired; moderate rent. Ring 43-562. [574, 161, 752, 181]
column-11 [1882, 73, 1932, 1932]
classified-ad: NEW Model Car or Electric Cooker; Private buyer. Particulars to 1082, Evg. Post, or Tel. 44-472. [1322, 922, 1500, 942]
classified-ad: WANTED Buy, quantities of Household Furniture, for cash. Davis Bros., Lower Cuba-st. Tel. 43-870. [1322, 169, 1500, 189]
display-advertisement: COCKSFOOT. WE are Buyers of Locally Saved SEED at highest rates. For full particulars, apply to WRIGHT, STEPHENSON, AND CO., LTD., 34, Customhouse quay, Wellington. [1135, 1362, 1313, 1412]
classified-ad: KENSINGTON-ST., 9, has Vacancies for Lady or Gent Boarders, single or share; terms moderate. [1135, 1107, 1313, 1127]
classified-ad: LARGE Furnished Bed-Sitting-room, gas ring and meter, central. Apply 43, Tasman-st. [387, 619, 565, 638]
classified-ad: VACANCY for 2 Married Couples, single, business people; moderate terms. Apply 59, Evg. Post. [1135, 410, 1313, 429]
classified-ad: 5 ROOMS, Harper-st.; 4 Rooms, Kelburn; Offices in Karori; Rooms on 2 floors; Young's Agencies, Macarthy Trust Buildings. [761, 642, 939, 662]
classified-ad: TO LET, Flat, Jackson-st., Petone, 2 rooms and kitchenette. Apply Evg. Post branch office, Petone. [200, 114, 378, 134]
classified-ad: BOARD-RESIDENCE offered refined young lady, private home, suburb. Ring 27-698. [1135, 469, 1313, 488]
classified-ad: 6-RD. House, large gardens, Ronaky, Wairarapa, for rent to reliable tenants. Whitley, 115, Moriarty-st., Tel. 71. [761, 662, 939, 681]
classified-ad: THE TERRACE, 222, has Vacancies for girls or business-women, one single; also large room. [1135, 883, 1313, 902]
classified-ad: DAYS BAY. From the end of February, Mr. Justice Blair's Charming House to Let to approved tenant; furnished £3 3s, unfurnished £2 2s. Full particulars from Sole Agents, FINCH, WEBSTER, AND OSWIN, 139, Featherston street. [574, 744, 752, 779]
classified-ad: WANTED to Buy, Cameras, Gramophones, Microscopes, Telescopes. Tel. 44-880. [1322, 560, 1500, 579]
classified-ad: WANTED to Buy, Second-hand Typewriter, for cash. Tel. 52-303. [1322, 417, 1500, 429]
classified-ad: TO LET (9, Hanson-st.), 8-rd. House, 2 flats, modern convs., suit 2 families, low rental. Apply No. 11. [761, 114, 939, 134]
classified-ad: TO LET, Clifton terrace, SUPERIOR UNFURNISHED SELF-CONTAINED FLAT, 2 bedrooms, sitting-room, own bathroom, kitchenette, and garage if required. For further particulars apply 229, The Terrace. [13, 837, 191, 872]
classified-ad: WANTED to Buy, Spinning Wheel. Write 45, Evg. Post. [1322, 1013, 1500, 1025]
classified-ad: SEND your Furniture to Silverstone's Big Auction Mart, Cuba-st. Weekly Sales. Accounts paid immediately. Tel. 20-007. [1322, 1044, 1500, 1064]
display-advertisement: TO LET. OFFICES in the "EVENING POST" NEW BUILDING. ONE SUITE AND SEVERAL SINGLE ROOMS. Well Lighted. Centrally Heated. EMINENTLY SUITABLE FOR BUSINESS OR PROFESSIONAL MEN. Also, ROOF HOUSE suitable for Studio. For terms and conditions, apply BLUNDELL BROS., LTD., Proprietors, "Evening Post." [13, 728, 191, 796]
classified-ad: WANTED, Purchase, The Latest in Modern Homes, nice locality, preferably own section, pay £300 deposit, balance as rent. Write 894, Evg. Post. [1322, 757, 1500, 784]
classified-ad: USED Tires and Tubes; car, or will trade for new. London, Adelaide-rd. [1322, 1234, 1500, 1246]
classified-ad: WANTED, Self-contained Flat, 3 rooms, or small House, Miramar, Seatoun. Write 924, Evg. Post. [948, 761, 1126, 781]
classified-ad: PROPERTY OWNERS. SYNDICATE will buy Cheap House Properties, anywhere. Write, giving full particulars. Reply to Secretary, Box 1454. [1322, 1352, 1500, 1372]
